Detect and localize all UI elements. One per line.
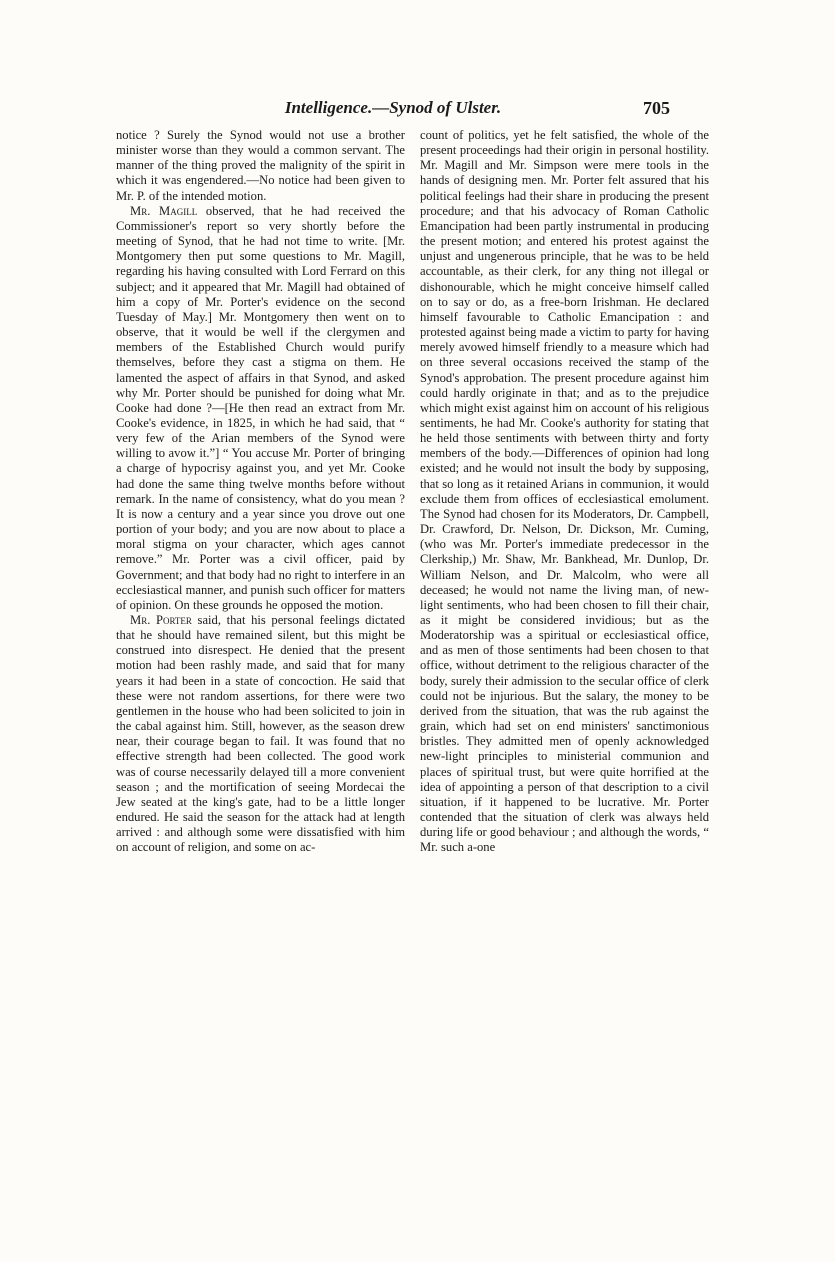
speaker-name: Mr. Porter — [130, 613, 192, 627]
running-title: Intelligence.—Synod of Ulster. — [284, 98, 502, 117]
paragraph-text: said, that his personal feelings dictated that he should have remained silent, but this might be construed into disrespect. He denied that the present motion had been rashly made, and said that for many years it had been in a state of concoction. He said that these were not random assertions, for there were two gentlemen in the house who had been solicited to join in the cabal against him. Still, however, as the season drew near, their courage began to fail. It was found that no effective strength had been collected. The good work was of course necessarily delayed till a more convenient season ; and the mortification of seeing Mordecai the Jew seated at the king's gate, had to be a little longer endured. He said the season for the attack had at length arrived : and although some were dissatisfied with him on account of religion, and some on ac- — [116, 613, 406, 855]
page-header — [116, 98, 670, 124]
paragraph — [116, 204, 405, 613]
left-column — [116, 128, 405, 856]
paragraph: count of politics, yet he felt satisfied, the whole of the present proceedings had their origin in personal hostility. Mr. Magill and Mr. Simpson were mere tools in the hands of designing men. Mr. Porter felt assured that his political feelings had their share in producing the present procedure; and that his advocacy of Roman Catholic Emancipation had been partly instrumental in producing the present motion; and entered his protest against the unjust and ungenerous principle, that he was to be held accountable, as their clerk, for any thing not illegal or dishonourable, which he might conceive himself called on to say or do, as a free-born Irishman. He declared himself favourable to Catholic Emancipation : and protested against being made a victim to party for having merely avowed himself friendly to a measure which had on three several occasions received the stamp of the Synod's approbation. The present procedure against him could hardly originate in that; and as to the prejudice which might exist against him on account of his religious sentiments, he had Mr. Cooke's authority for stating that he held those sentiments with between thirty and forty members of the body.—Differences of opinion had long existed; and he would not insult the body by supposing, that so long as it retained Arians in communion, it would exclude them from offices of ecclesiastical emolument. The Synod had chosen for its Moderators, Dr. Campbell, Dr. Crawford, Dr. Nelson, Dr. Dickson, Mr. Cuming, (who was Mr. Porter's immediate predecessor in the Clerkship,) Mr. Shaw, Mr. Bankhead, Mr. Dunlop, Dr. William Nelson, and Dr. Malcolm, who were all deceased; he would not name the living man, of new-light sentiments, who had been chosen to fill their chair, as it might be considered invidious; but as the Moderatorship was a spiritual or ecclesiastical office, and as men of those sentiments had been chosen to that office, without detriment to the religious character of the body, surely their admission to the secular office of clerk could not be injurious. But the salary, the money to be derived from the situation, that was the rub against the grain, which had set on end ministers' sanctimonious bristles. They admitted men of openly acknowledged new-light principles to ministerial communion and places of spiritual trust, but were quite horrified at the idea of appointing a person of that description to a civil situation, if it happened to be lucrative. Mr. Porter contended that the situation of clerk was always held during life or good behaviour ; and although the words, “ Mr. such a-one — [420, 128, 709, 855]
right-column — [420, 128, 709, 856]
paragraph — [116, 613, 405, 856]
paragraph: notice ? Surely the Synod would not use a brother minister worse than they would a common servant. The manner of the thing proved the malignity of the spirit in which it was engendered.—No notice had been given to Mr. P. of the intended motion. — [116, 128, 405, 203]
speaker-name: Mr. Magill — [130, 203, 198, 218]
paragraph-text: observed, that he had received the Commissioner's report so very shortly before the meeting of Synod, that he had not time to write. [Mr. Montgomery then put some questions to Mr. Magill, regarding his having consulted with Lord Ferrard on this subject; and it appeared that Mr. Magill had obtained of him a copy of Mr. Porter's evidence on the second Tuesday of May.] Mr. Montgomery then went on to observe, that it would be well if the clergymen and members of the Established Church would purify themselves, before they cast a stigma on them. He lamented the aspect of affairs in that Synod, and asked why Mr. Porter should be punished for doing what Mr. Cooke had done ?—[He then read an extract from Mr. Cooke's evidence, in 1825, in which he had said, that “ very few of the Arian members of the Synod were willing to avow it.”] “ You accuse Mr. Porter of bringing a charge of hypocrisy against you, and yet Mr. Cooke had done the same thing twelve months before without remark. In the name of consistency, what do you mean ? It is now a century and a year since you drove out one portion of your body; and you are now about to place a moral stigma on your character, which ages cannot remove.” Mr. Porter was a civil officer, paid by Government; and that body had no right to interfere in an ecclesiastical manner, and punish such officer for matters of opinion. On these grounds he opposed the motion. — [116, 203, 405, 612]
page-number: 705 — [643, 98, 670, 118]
